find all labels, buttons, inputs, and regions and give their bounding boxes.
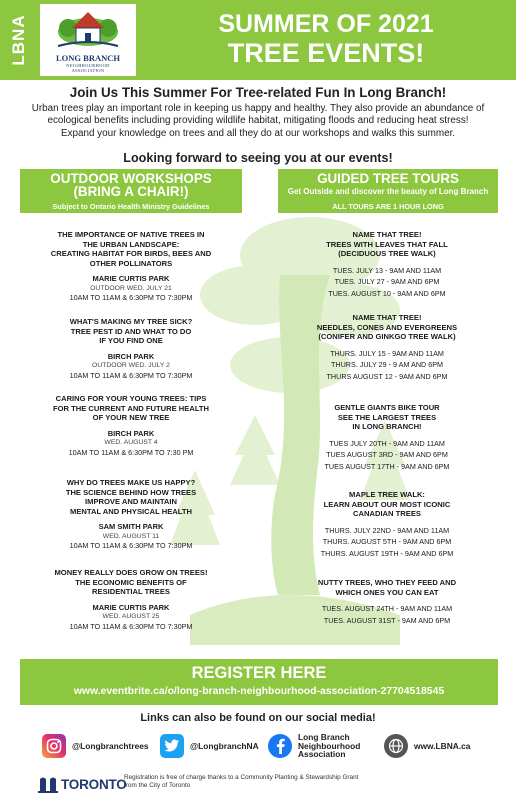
workshop-item-4: WHY DO TREES MAKE US HAPPY? THE SCIENCE BEHIND HOW TREES IMPROVE AND MAINTAIN MENTAL AND PHYSICAL HEALTH SAM SMITH PARK WED. AUGUST 11 10AM TO 11AM & 6:30PM TO 7:30PM: [14, 478, 248, 551]
tour-times: TUES. AUGUST 24TH - 9AM AND 11AM TUES. AUGUST 31ST - 9AM AND 6PM: [321, 604, 453, 625]
tour-item-1: NAME THAT TREE! TREES WITH LEAVES THAT FALL (DECIDUOUS TREE WALK) TUES. JULY 13 - 9AM AND 11AM TUES. JULY 27 - 9AM AND 6PM TUES. AUGUST 10 - 9AM AND 6PM: [274, 230, 500, 300]
workshop-time: 10AM TO 11AM & 6:30PM TO 7:30PM: [69, 621, 193, 631]
logo-subtitle-2: ASSOCIATION: [71, 68, 105, 73]
workshop-date: OUTDOOR WED. JULY 21: [90, 284, 172, 292]
twitter-link[interactable]: @LongbranchNA: [160, 732, 259, 760]
workshop-item-5: MONEY REALLY DOES GROW ON TREES! THE ECONOMIC BENEFITS OF RESIDENTIAL TREES MARIE CURTIS PARK WED. AUGUST 25 10AM TO 11AM & 6:30PM TO 7:30PM: [14, 568, 248, 631]
workshops-header: OUTDOOR WORKSHOPS (BRING A CHAIR!) Subject to Ontario Health Ministry Guidelines: [20, 169, 242, 213]
workshop-date: WED. AUGUST 4: [104, 439, 158, 447]
intro-heading: Join Us This Summer For Tree-related Fun In Long Branch!: [69, 85, 447, 100]
social-heading: Links can also be found on our social media!: [140, 712, 376, 724]
header-banner: [0, 0, 516, 80]
tours-header: GUIDED TREE TOURS Get Outside and discover the beauty of Long Branch ALL TOURS ARE 1 HOUR LONG: [278, 169, 498, 213]
workshop-time: 10AM TO 11AM & 6:30PM TO 7:30PM: [69, 370, 193, 380]
tours-tagline: Get Outside and discover the beauty of Long Branch: [287, 187, 489, 196]
workshop-location: MARIE CURTIS PARK: [92, 602, 170, 612]
register-heading: REGISTER HERE: [191, 664, 327, 682]
facebook-link[interactable]: Long Branch Neighbourhood Association: [268, 732, 360, 760]
lbna-logo: [40, 4, 136, 76]
workshop-time: 10AM TO 11AM & 6:30PM TO 7:30 PM: [68, 447, 194, 457]
tree-house-logo-icon: [54, 8, 122, 54]
tour-times: THURS. JULY 15 - 9AM AND 11AM THURS. JULY 29 - 9 AM AND 6PM THURS AUGUST 12 - 9AM AND 6PM: [326, 348, 448, 381]
workshop-location: SAM SMITH PARK: [98, 522, 164, 532]
register-link[interactable]: www.eventbrite.ca/o/long-branch-neighbourhood-association-27704518545: [73, 686, 445, 697]
workshop-date: WED. AUGUST 11: [102, 532, 160, 540]
forward-message: Looking forward to seeing you at our events!: [123, 151, 393, 165]
logo-title: LONG BRANCH: [56, 53, 120, 63]
intro-paragraph: Urban trees play an important role in keeping us happy and healthy. They also provide an abundance of ecological benefits including providing wildlife habitat, mitigating floods and reducing heat stress! Expand your knowledge on trees and all they do at our workshops and walks this summer.: [31, 103, 485, 139]
workshop-location: BIRCH PARK: [107, 351, 155, 361]
workshop-item-3: CARING FOR YOUR YOUNG TREES: TIPS FOR THE CURRENT AND FUTURE HEALTH OF YOUR NEW TREE BIRCH PARK WED. AUGUST 4 10AM TO 11AM & 6:30PM TO 7:30 PM: [14, 394, 248, 457]
website-link[interactable]: www.LBNA.ca: [384, 732, 470, 760]
tour-item-3: GENTLE GIANTS BIKE TOUR SEE THE LARGEST TREES IN LONG BRANCH! TUES JULY 20TH - 9AM AND 11AM TUES AUGUST 3RD - 9AM AND 6PM TUES AUGUST 17TH - 9AM AND 6PM: [274, 403, 500, 473]
tour-item-4: MAPLE TREE WALK: LEARN ABOUT OUR MOST ICONIC CANADIAN TREES THURS. JULY 22ND - 9AM AND 11AM THURS. AUGUST 5TH - 9AM AND 6PM THURS. AUGUST 19TH - 9AM AND 6PM: [274, 490, 500, 560]
tours-subtitle: ALL TOURS ARE 1 HOUR LONG: [332, 202, 444, 211]
workshop-location: MARIE CURTIS PARK: [92, 274, 170, 284]
tour-item-5: NUTTY TREES, WHO THEY FEED AND WHICH ONES YOU CAN EAT TUES. AUGUST 24TH - 9AM AND 11AM TUES. AUGUST 31ST - 9AM AND 6PM: [274, 578, 500, 626]
page-title-line2: TREE EVENTS!: [227, 38, 425, 68]
city-hall-icon: [38, 775, 58, 793]
instagram-link[interactable]: @Longbranchtrees: [42, 732, 149, 760]
tour-times: TUES JULY 20TH - 9AM AND 11AM TUES AUGUST 3RD - 9AM AND 6PM TUES AUGUST 17TH - 9AM AND 6PM: [324, 438, 450, 471]
facebook-icon: [268, 734, 292, 758]
workshop-time: 10AM TO 11AM & 6:30PM TO 7:30PM: [69, 541, 193, 551]
city-of-toronto-logo: TORONTO: [38, 774, 127, 794]
workshop-item-2: WHAT'S MAKING MY TREE SICK? TREE PEST ID AND WHAT TO DO IF YOU FIND ONE BIRCH PARK OUTDOOR WED. JULY 2 10AM TO 11AM & 6:30PM TO 7:30PM: [14, 317, 248, 380]
tour-times: THURS. JULY 22ND - 9AM AND 11AM THURS. AUGUST 5TH - 9AM AND 6PM THURS. AUGUST 19TH - 9AM AND 6PM: [320, 525, 454, 558]
register-banner: [20, 659, 498, 705]
tour-times: TUES. JULY 13 - 9AM AND 11AM TUES. JULY 27 - 9AM AND 6PM TUES. AUGUST 10 - 9AM AND 6PM: [328, 265, 446, 298]
workshops-subtitle: Subject to Ontario Health Ministry Guidelines: [52, 202, 210, 211]
workshop-item-1: THE IMPORTANCE OF NATIVE TREES IN THE URBAN LANDSCAPE: CREATING HABITAT FOR BIRDS, BEES AND OTHER POLLINATORS MARIE CURTIS PARK OUTDOOR WED. JULY 21 10AM TO 11AM & 6:30PM TO 7:30PM: [14, 230, 248, 303]
workshop-location: BIRCH PARK: [107, 428, 155, 438]
workshop-time: 10AM TO 11AM & 6:30PM TO 7:30PM: [69, 293, 193, 303]
tour-item-2: NAME THAT TREE! NEEDLES, CONES AND EVERGREENS (CONIFER AND GINKGO TREE WALK) THURS. JULY 15 - 9AM AND 11AM THURS. JULY 29 - 9 AM AND 6PM THURS AUGUST 12 - 9AM AND 6PM: [274, 313, 500, 383]
grant-note: Registration is free of charge thanks to a Community Planting & Stewardship Grant from the City of Toronto: [124, 774, 359, 789]
globe-icon: [384, 734, 408, 758]
logo-subtitle: NEIGHBOURHOOD: [66, 63, 110, 68]
lbna-vertical-label: LBNA: [9, 14, 28, 66]
workshop-date: WED. AUGUST 25: [102, 613, 160, 621]
page-title-line1: SUMMER OF 2021: [218, 10, 434, 38]
twitter-icon: [160, 734, 184, 758]
instagram-icon: [42, 734, 66, 758]
workshop-date: OUTDOOR WED. JULY 2: [92, 362, 170, 370]
